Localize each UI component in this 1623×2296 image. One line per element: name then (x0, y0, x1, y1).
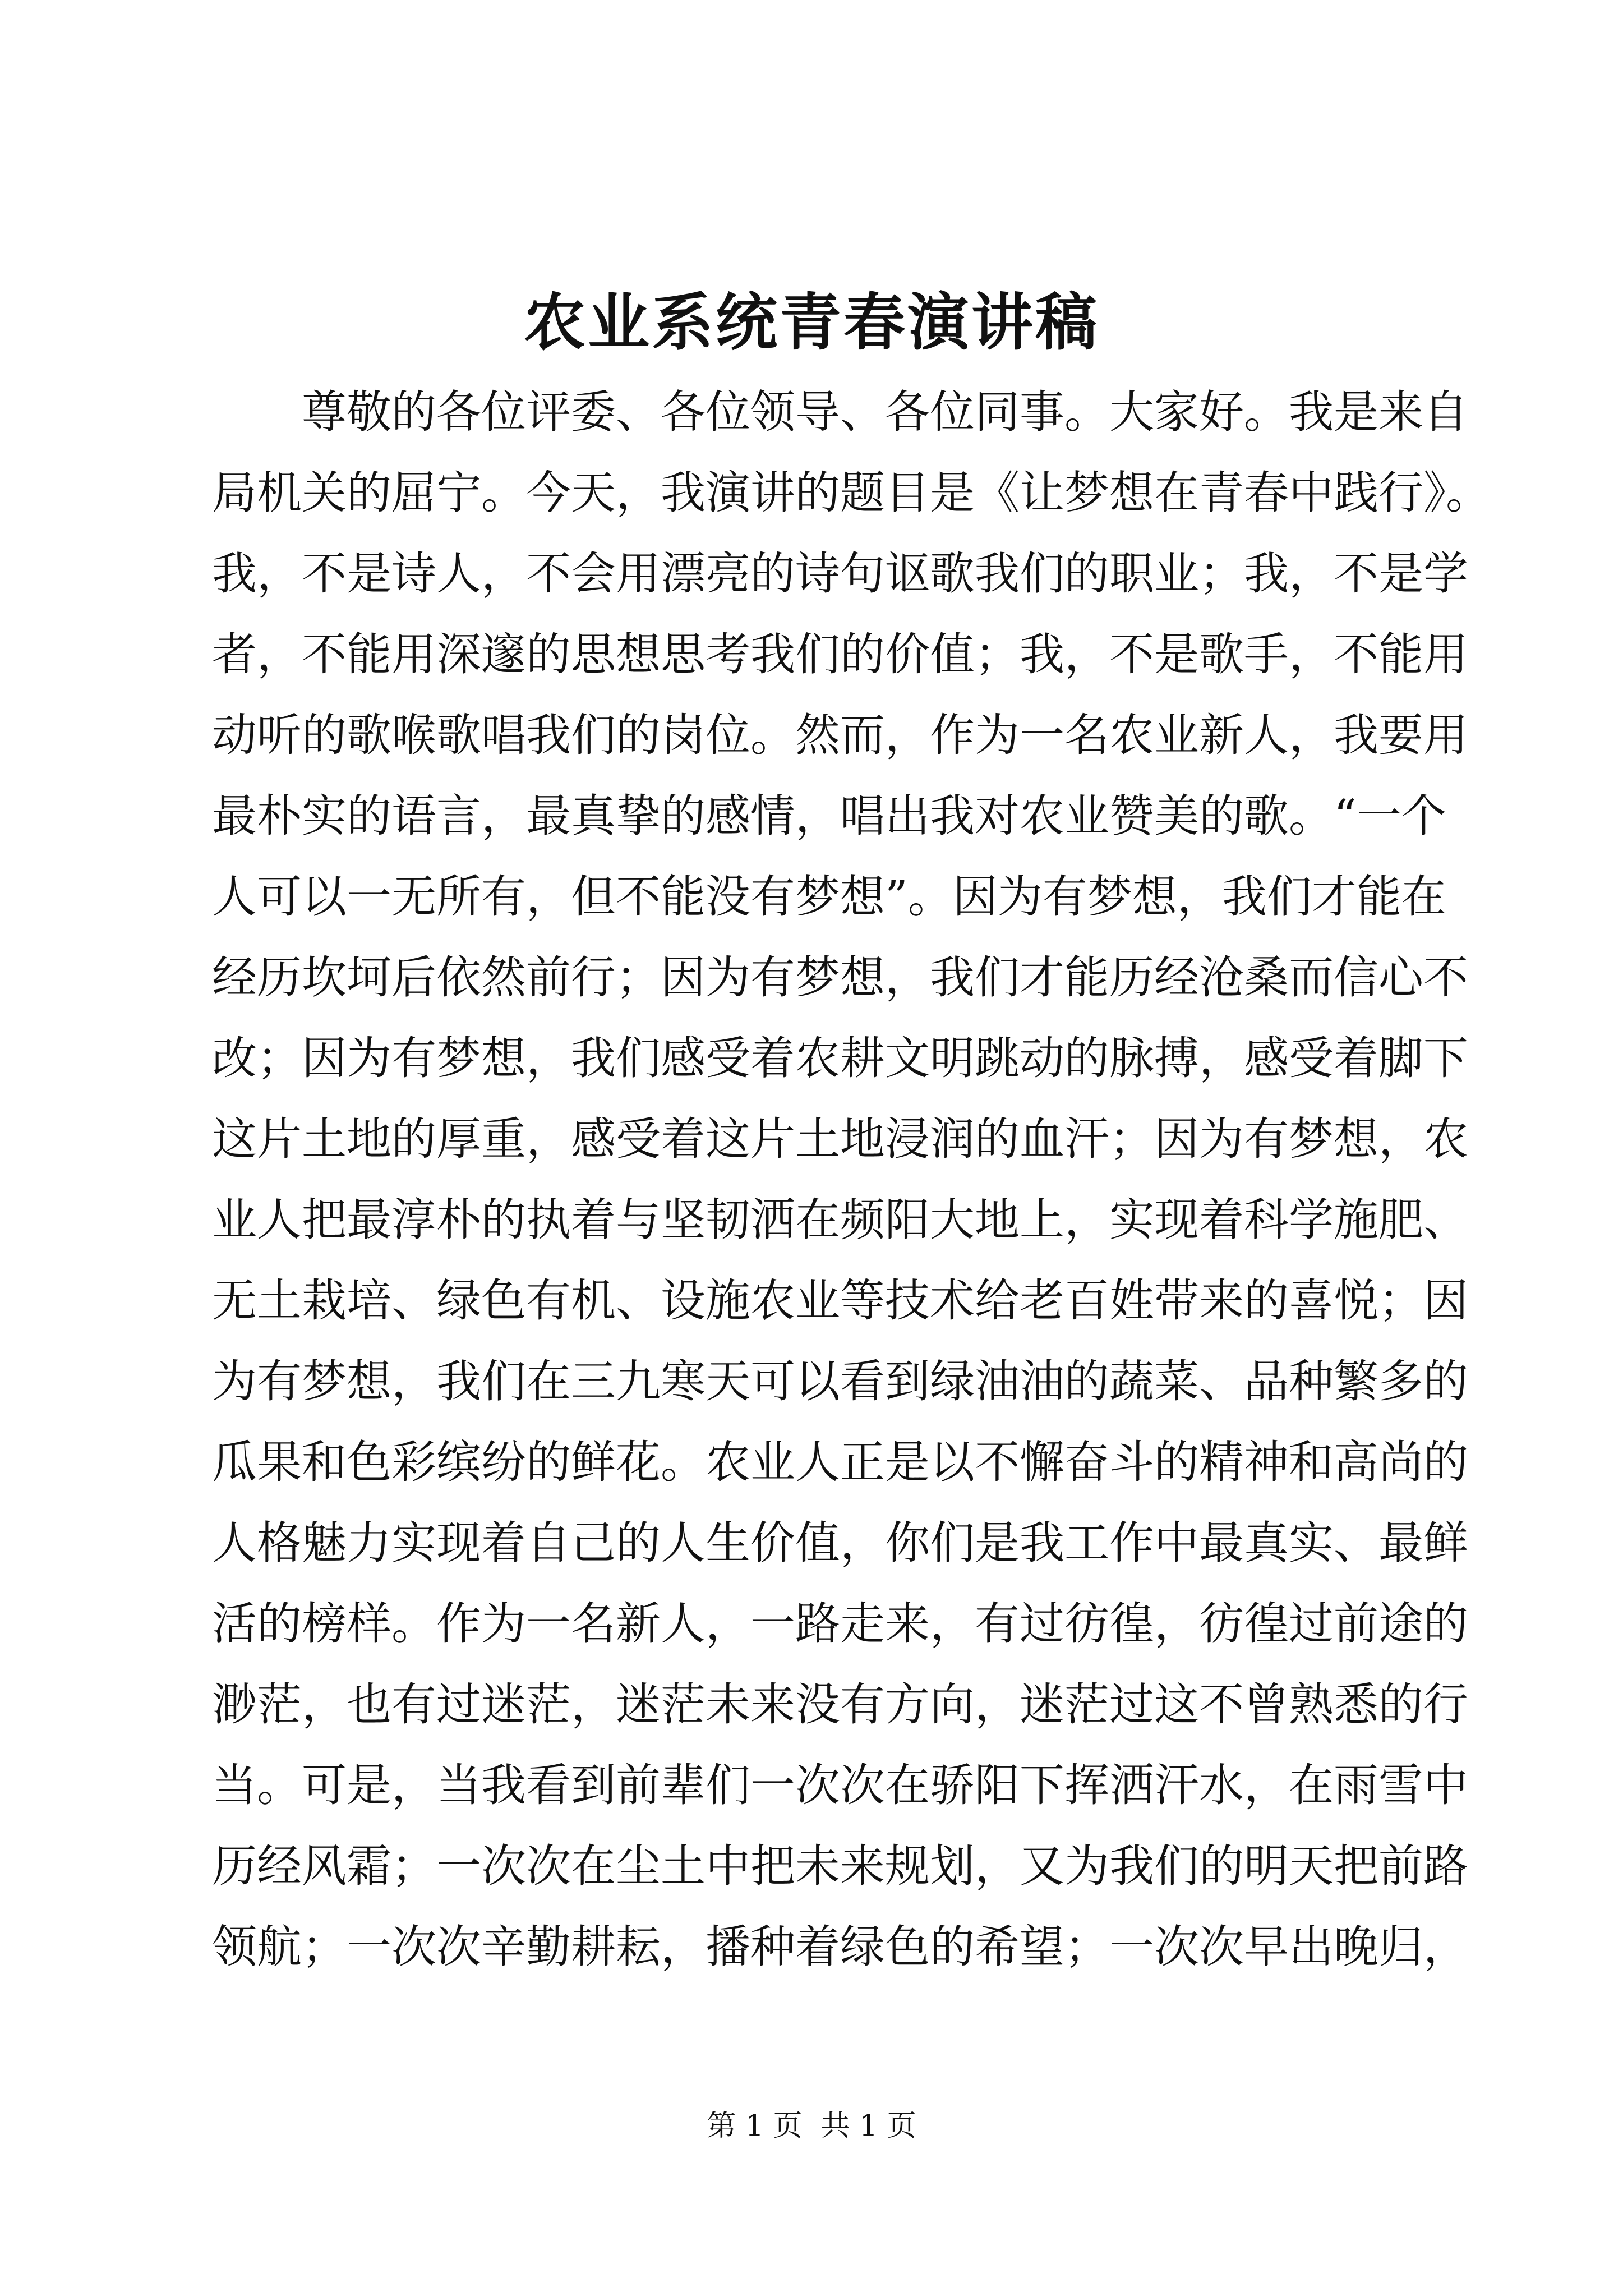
document-title: 农业系统青春演讲稿 (524, 286, 1099, 358)
body-line: 人格魅力实现着自己的人生价值，你们是我工作中最真实、最鲜 (212, 1517, 1468, 1569)
body-line: 渺茫，也有过迷茫，迷茫未来没有方向，迷茫过这不曾熟悉的行 (212, 1678, 1468, 1731)
body-line: 历经风霜；一次次在尘土中把未来规划，又为我们的明天把前路 (212, 1840, 1468, 1892)
body-line: 领航；一次次辛勤耕耘，播种着绿色的希望；一次次早出晚归， (212, 1921, 1468, 1973)
body-line: 瓜果和色彩缤纷的鲜花。农业人正是以不懈奋斗的精神和高尚的 (212, 1436, 1468, 1488)
body-line: 经历坎坷后依然前行；因为有梦想，我们才能历经沧桑而信心不 (212, 951, 1468, 1004)
body-line: 尊敬的各位评委、各位领导、各位同事。大家好。我是来自 (302, 386, 1468, 438)
body-line: 当。可是，当我看到前辈们一次次在骄阳下挥洒汗水，在雨雪中 (212, 1759, 1468, 1811)
page-number-label: 第 1 页 共 1 页 (707, 2109, 916, 2143)
body-line: 局机关的屈宁。今天，我演讲的题目是《让梦想在青春中践行》。 (212, 467, 1491, 519)
body-line: 活的榜样。作为一名新人，一路走来，有过彷徨，彷徨过前途的 (212, 1598, 1468, 1650)
body-line: 无土栽培、绿色有机、设施农业等技术给老百姓带来的喜悦；因 (212, 1274, 1468, 1327)
body-line: 者，不能用深邃的思想思考我们的价值；我，不是歌手，不能用 (212, 628, 1468, 680)
body-line: 为有梦想，我们在三九寒天可以看到绿油油的蔬菜、品种繁多的 (212, 1355, 1468, 1407)
body-line: 人可以一无所有，但不能没有梦想”。因为有梦想，我们才能在 (212, 871, 1446, 923)
body-line: 改；因为有梦想，我们感受着农耕文明跳动的脉搏，感受着脚下 (212, 1032, 1468, 1084)
page-footer (0, 2109, 1623, 2143)
body-line: 这片土地的厚重，感受着这片土地浸润的血汗；因为有梦想，农 (212, 1113, 1468, 1165)
body-line: 业人把最淳朴的执着与坚韧洒在频阳大地上，实现着科学施肥、 (212, 1194, 1468, 1246)
body-line: 动听的歌喉歌唱我们的岗位。然而，作为一名农业新人，我要用 (212, 709, 1468, 761)
body-line: 我，不是诗人，不会用漂亮的诗句讴歌我们的职业；我，不是学 (212, 547, 1468, 600)
body-line: 最朴实的语言，最真挚的感情，唱出我对农业赞美的歌。“一个 (212, 790, 1446, 842)
